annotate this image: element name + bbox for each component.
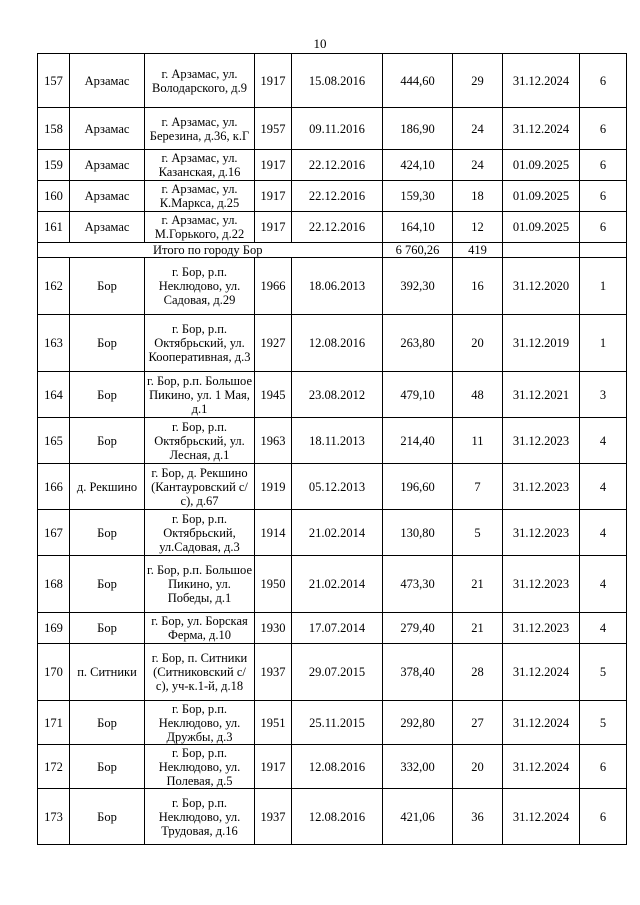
row-number-cell: 158: [38, 108, 70, 150]
locality-cell: Арзамас: [70, 181, 145, 212]
locality-cell: Бор: [70, 701, 145, 745]
address-cell: г. Бор, р.п. Октябрьский, ул.Садовая, д.3: [145, 510, 255, 556]
residents-cell: 5: [453, 510, 503, 556]
table-row: [38, 644, 627, 701]
address-cell: г. Бор, р.п. Неклюдово, ул. Полевая, д.5: [145, 745, 255, 789]
residents-cell: 48: [453, 372, 503, 418]
row-number-cell: 171: [38, 701, 70, 745]
resettlement-deadline-cell: 31.12.2023: [503, 613, 580, 644]
year-built-cell: 1963: [255, 418, 292, 464]
group-cell: 1: [580, 315, 627, 372]
locality-cell: Арзамас: [70, 212, 145, 243]
recognition-date-cell: 23.08.2012: [292, 372, 383, 418]
address-cell: г. Бор, р.п. Октябрьский, ул. Лесная, д.1: [145, 418, 255, 464]
address-cell: г. Арзамас, ул. Володарского, д.9: [145, 54, 255, 108]
resettlement-deadline-cell: 31.12.2024: [503, 745, 580, 789]
address-cell: г. Бор, р.п. Неклюдово, ул. Дружбы, д.3: [145, 701, 255, 745]
page-number: 10: [313, 36, 327, 51]
group-cell: 4: [580, 464, 627, 510]
group-cell: 3: [580, 372, 627, 418]
area-cell: 186,90: [383, 108, 453, 150]
locality-cell: Бор: [70, 745, 145, 789]
residents-cell: 36: [453, 789, 503, 845]
row-number-cell: 159: [38, 150, 70, 181]
year-built-cell: 1945: [255, 372, 292, 418]
recognition-date-cell: 21.02.2014: [292, 556, 383, 613]
residents-cell: 24: [453, 150, 503, 181]
resettlement-deadline-cell: 31.12.2023: [503, 464, 580, 510]
year-built-cell: 1917: [255, 212, 292, 243]
area-cell: 214,40: [383, 418, 453, 464]
group-cell: 6: [580, 181, 627, 212]
table-row: [38, 701, 627, 745]
recognition-date-cell: 21.02.2014: [292, 510, 383, 556]
row-number-cell: 161: [38, 212, 70, 243]
housing-register-table: [37, 53, 627, 845]
resettlement-deadline-cell: 01.09.2025: [503, 212, 580, 243]
locality-cell: Бор: [70, 258, 145, 315]
table-row: [38, 745, 627, 789]
address-cell: г. Бор, ул. Борская Ферма, д.10: [145, 613, 255, 644]
resettlement-deadline-cell: 31.12.2021: [503, 372, 580, 418]
group-cell: 6: [580, 108, 627, 150]
table-row: [38, 150, 627, 181]
row-number-cell: 167: [38, 510, 70, 556]
group-cell: 6: [580, 212, 627, 243]
residents-cell: 21: [453, 613, 503, 644]
table-row: [38, 315, 627, 372]
row-number-cell: 170: [38, 644, 70, 701]
resettlement-deadline-cell: 01.09.2025: [503, 181, 580, 212]
row-number-cell: 163: [38, 315, 70, 372]
residents-cell: 12: [453, 212, 503, 243]
resettlement-deadline-cell: 31.12.2024: [503, 789, 580, 845]
resettlement-deadline-cell: 01.09.2025: [503, 150, 580, 181]
area-cell: 444,60: [383, 54, 453, 108]
recognition-date-cell: 12.08.2016: [292, 315, 383, 372]
address-cell: г. Бор, д. Рекшино (Кантауровский с/с), д.67: [145, 464, 255, 510]
area-cell: 473,30: [383, 556, 453, 613]
residents-cell: 21: [453, 556, 503, 613]
recognition-date-cell: 09.11.2016: [292, 108, 383, 150]
residents-cell: 18: [453, 181, 503, 212]
address-cell: г. Арзамас, ул. Березина, д.36, к.Г: [145, 108, 255, 150]
year-built-cell: 1917: [255, 54, 292, 108]
group-cell: 4: [580, 556, 627, 613]
recognition-date-cell: 05.12.2013: [292, 464, 383, 510]
address-cell: г. Бор, п. Ситники (Ситниковский с/с), уч-к.1-й, д.18: [145, 644, 255, 701]
year-built-cell: 1917: [255, 150, 292, 181]
group-cell: 6: [580, 150, 627, 181]
recognition-date-cell: 25.11.2015: [292, 701, 383, 745]
recognition-date-cell: 12.08.2016: [292, 789, 383, 845]
residents-cell: 28: [453, 644, 503, 701]
resettlement-deadline-cell: 31.12.2023: [503, 556, 580, 613]
locality-cell: Арзамас: [70, 54, 145, 108]
recognition-date-cell: 22.12.2016: [292, 150, 383, 181]
row-number-cell: 160: [38, 181, 70, 212]
recognition-date-cell: 15.08.2016: [292, 54, 383, 108]
area-cell: 263,80: [383, 315, 453, 372]
year-built-cell: 1919: [255, 464, 292, 510]
recognition-date-cell: 17.07.2014: [292, 613, 383, 644]
row-number-cell: 173: [38, 789, 70, 845]
recognition-date-cell: 18.06.2013: [292, 258, 383, 315]
row-number-cell: 162: [38, 258, 70, 315]
year-built-cell: 1950: [255, 556, 292, 613]
locality-cell: д. Рекшино: [70, 464, 145, 510]
area-cell: 292,80: [383, 701, 453, 745]
area-cell: 332,00: [383, 745, 453, 789]
table-body-total: [38, 243, 627, 258]
year-built-cell: 1957: [255, 108, 292, 150]
group-cell: 6: [580, 54, 627, 108]
group-cell: 4: [580, 418, 627, 464]
group-cell: 5: [580, 644, 627, 701]
table-row: [38, 789, 627, 845]
residents-cell: 29: [453, 54, 503, 108]
group-cell: 1: [580, 258, 627, 315]
recognition-date-cell: 29.07.2015: [292, 644, 383, 701]
row-number-cell: 172: [38, 745, 70, 789]
area-cell: 378,40: [383, 644, 453, 701]
table-body-bottom: [38, 258, 627, 845]
locality-cell: п. Ситники: [70, 644, 145, 701]
locality-cell: Арзамас: [70, 150, 145, 181]
address-cell: г. Бор, р.п. Большое Пикино, ул. Победы, д.1: [145, 556, 255, 613]
year-built-cell: 1966: [255, 258, 292, 315]
group-cell: 6: [580, 745, 627, 789]
group-cell: 6: [580, 789, 627, 845]
table-body-top: [38, 54, 627, 243]
table-row: [38, 54, 627, 108]
year-built-cell: 1917: [255, 181, 292, 212]
locality-cell: Бор: [70, 510, 145, 556]
row-number-cell: 169: [38, 613, 70, 644]
locality-cell: Бор: [70, 789, 145, 845]
address-cell: г. Бор, р.п. Неклюдово, ул. Трудовая, д.16: [145, 789, 255, 845]
group-cell: 4: [580, 510, 627, 556]
resettlement-deadline-cell: 31.12.2024: [503, 54, 580, 108]
address-cell: г. Бор, р.п. Большое Пикино, ул. 1 Мая, д.1: [145, 372, 255, 418]
area-cell: 196,60: [383, 464, 453, 510]
table-row: [38, 372, 627, 418]
address-cell: г. Арзамас, ул. К.Маркса, д.25: [145, 181, 255, 212]
group-cell: 4: [580, 613, 627, 644]
group-cell: 5: [580, 701, 627, 745]
table-row: [38, 108, 627, 150]
year-built-cell: 1937: [255, 789, 292, 845]
recognition-date-cell: 18.11.2013: [292, 418, 383, 464]
area-cell: 424,10: [383, 150, 453, 181]
address-cell: г. Арзамас, ул. Казанская, д.16: [145, 150, 255, 181]
total-residents: 419: [453, 243, 503, 258]
locality-cell: Бор: [70, 613, 145, 644]
locality-cell: Бор: [70, 556, 145, 613]
resettlement-deadline-cell: 31.12.2020: [503, 258, 580, 315]
recognition-date-cell: 22.12.2016: [292, 212, 383, 243]
year-built-cell: 1914: [255, 510, 292, 556]
residents-cell: 20: [453, 315, 503, 372]
recognition-date-cell: 22.12.2016: [292, 181, 383, 212]
residents-cell: 7: [453, 464, 503, 510]
row-number-cell: 157: [38, 54, 70, 108]
address-cell: г. Бор, р.п. Октябрьский, ул. Кооперативная, д.3: [145, 315, 255, 372]
table-row: [38, 510, 627, 556]
table-row: [38, 212, 627, 243]
year-built-cell: 1951: [255, 701, 292, 745]
locality-cell: Арзамас: [70, 108, 145, 150]
area-cell: 421,06: [383, 789, 453, 845]
total-empty-deadline: [503, 243, 580, 258]
year-built-cell: 1937: [255, 644, 292, 701]
table-row: [38, 556, 627, 613]
year-built-cell: 1917: [255, 745, 292, 789]
address-cell: г. Арзамас, ул. М.Горького, д.22: [145, 212, 255, 243]
total-area: 6 760,26: [383, 243, 453, 258]
total-empty-group: [580, 243, 627, 258]
locality-cell: Бор: [70, 315, 145, 372]
row-number-cell: 164: [38, 372, 70, 418]
locality-cell: Бор: [70, 418, 145, 464]
resettlement-deadline-cell: 31.12.2023: [503, 510, 580, 556]
resettlement-deadline-cell: 31.12.2024: [503, 644, 580, 701]
resettlement-deadline-cell: 31.12.2024: [503, 701, 580, 745]
row-number-cell: 165: [38, 418, 70, 464]
total-row: [38, 243, 627, 258]
resettlement-deadline-cell: 31.12.2019: [503, 315, 580, 372]
resettlement-deadline-cell: 31.12.2024: [503, 108, 580, 150]
resettlement-deadline-cell: 31.12.2023: [503, 418, 580, 464]
recognition-date-cell: 12.08.2016: [292, 745, 383, 789]
address-cell: г. Бор, р.п. Неклюдово, ул. Садовая, д.29: [145, 258, 255, 315]
residents-cell: 16: [453, 258, 503, 315]
area-cell: 164,10: [383, 212, 453, 243]
table-row: [38, 258, 627, 315]
table-row: [38, 181, 627, 212]
residents-cell: 11: [453, 418, 503, 464]
residents-cell: 24: [453, 108, 503, 150]
row-number-cell: 168: [38, 556, 70, 613]
residents-cell: 27: [453, 701, 503, 745]
row-number-cell: 166: [38, 464, 70, 510]
locality-cell: Бор: [70, 372, 145, 418]
area-cell: 279,40: [383, 613, 453, 644]
table-row: [38, 613, 627, 644]
area-cell: 159,30: [383, 181, 453, 212]
year-built-cell: 1930: [255, 613, 292, 644]
table-row: [38, 464, 627, 510]
area-cell: 392,30: [383, 258, 453, 315]
area-cell: 479,10: [383, 372, 453, 418]
area-cell: 130,80: [383, 510, 453, 556]
table-row: [38, 418, 627, 464]
residents-cell: 20: [453, 745, 503, 789]
total-label: Итого по городу Бор: [38, 243, 383, 258]
year-built-cell: 1927: [255, 315, 292, 372]
